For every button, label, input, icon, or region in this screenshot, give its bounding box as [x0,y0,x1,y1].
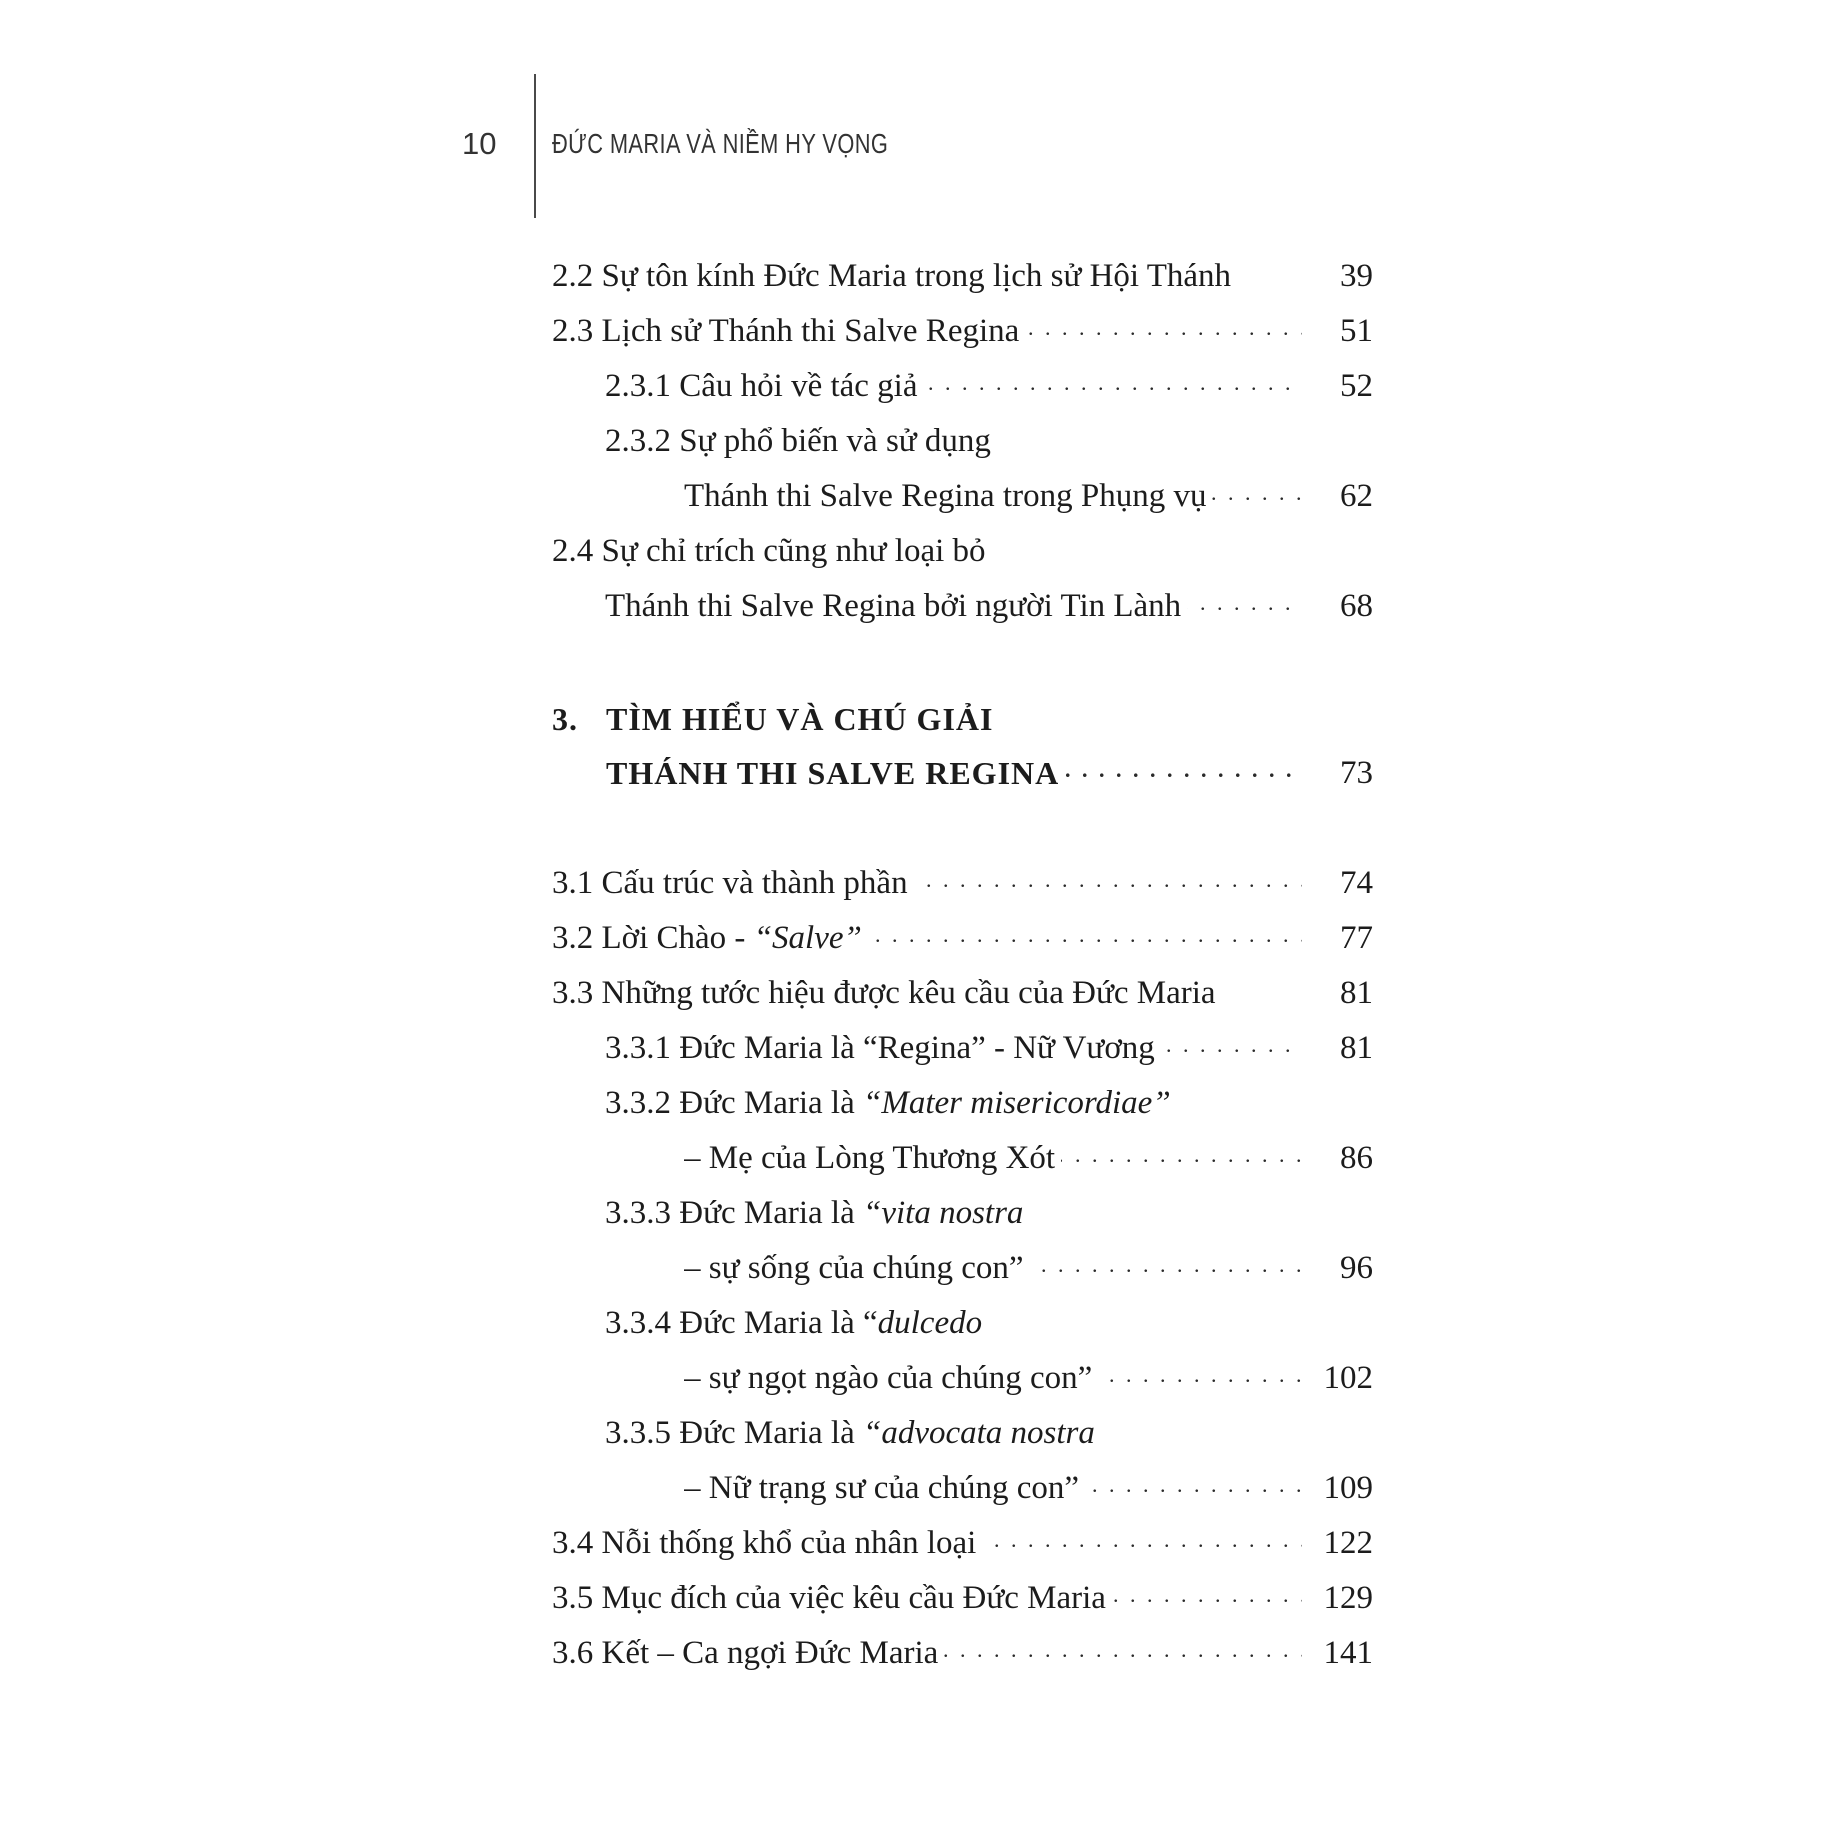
toc-entry-3-3-2-line2 [684,1142,1302,1175]
toc-entry-label: 3.1 Cấu trúc và thành phần [552,867,914,900]
italic-term: “Salve” [753,922,862,955]
toc-entry-2-2 [552,260,1312,293]
toc-entry-label: 3.2 Lời Chào - “Salve” [552,922,868,955]
toc-page-number: 77 [1340,920,1373,956]
toc-page-number: 81 [1340,1030,1373,1066]
toc-entry-label: 2.3 Lịch sử Thánh thi Salve Regina [552,315,1025,348]
toc-page-number: 52 [1340,368,1373,404]
toc-page-number: 68 [1340,588,1373,624]
toc-entry-3-3-2-line1 [605,1087,1177,1120]
toc-page-number: 96 [1340,1250,1373,1286]
chapter-title: THÁNH THI SALVE REGINA [606,757,1065,789]
italic-term: dulcedo [877,1305,983,1341]
toc-page-number: 102 [1323,1360,1373,1396]
toc-entry-3-3-4-line1 [605,1307,988,1340]
chapter-title: TÌM HIỂU VÀ CHÚ GIẢI [606,701,999,737]
toc-entry-3-6 [552,1637,1302,1670]
toc-entry-label: 3.4 Nỗi thống khổ của nhân loại [552,1527,982,1560]
toc-entry-3-4 [552,1527,1302,1560]
toc-page-number: 86 [1340,1140,1373,1176]
toc-entry-label: 3.6 Kết – Ca ngợi Đức Maria [552,1637,944,1670]
toc-page-number: 122 [1323,1525,1373,1561]
toc-entry-2-3 [552,315,1302,348]
toc-entry-label: 2.3.2 Sự phổ biến và sử dụng [605,423,997,459]
toc-entry-label: – Nữ trạng sư của chúng con” [684,1472,1085,1505]
italic-term: “Mater misericordiae” [862,1085,1171,1121]
toc-entry-label: 3.3.5 Đức Maria là “advocata nostra [605,1415,1101,1451]
toc-page-number: 73 [1340,755,1373,791]
toc-page-number: 109 [1323,1470,1373,1506]
toc-entry-3-3 [552,977,1312,1010]
toc-entry-3-2 [552,922,1302,955]
toc-entry-label: 3.3.1 Đức Maria là “Regina” - Nữ Vương [605,1032,1161,1065]
toc-entry-2-3-1 [605,370,1302,403]
toc-entry-label: Thánh thi Salve Regina bởi người Tin Lành [605,590,1187,623]
toc-entry-label: Thánh thi Salve Regina trong Phụng vụ [684,480,1212,513]
toc-page-number: 39 [1340,258,1373,294]
toc-entry-2-4-line1 [552,535,992,568]
toc-entry-label: – sự ngọt ngào của chúng con” [684,1362,1098,1395]
toc-page-number: 129 [1323,1580,1373,1616]
toc-entry-label: 2.3.1 Câu hỏi về tác giả [605,370,924,403]
header-divider [534,74,536,218]
toc-entry-label: 3.3 Những tước hiệu được kêu cầu của Đức Maria [552,977,1222,1010]
toc-page-number: 74 [1340,865,1373,901]
toc-entry-label: 3.5 Mục đích của việc kêu cầu Đức Maria [552,1582,1112,1615]
toc-entry-3-5 [552,1582,1302,1615]
toc-page-number: 141 [1323,1635,1373,1671]
toc-page-number: 62 [1340,478,1373,514]
toc-entry-label: 2.2 Sự tôn kính Đức Maria trong lịch sử Hội Thánh [552,260,1237,293]
toc-page-number: 81 [1340,975,1373,1011]
page-number: 10 [462,126,497,161]
toc-entry-3-3-5-line1 [605,1417,1101,1450]
toc-entry-3-1 [552,867,1302,900]
toc-entry-2-3-2-line1 [605,425,997,458]
toc-entry-3-3-4-line2 [684,1362,1302,1395]
toc-entry-2-3-2-line2 [684,480,1302,513]
toc-entry-label: – sự sống của chúng con” [684,1252,1030,1285]
toc-entry-3-3-3-line2 [684,1252,1302,1285]
toc-entry-label: 3.3.4 Đức Maria là “dulcedo [605,1305,988,1341]
toc-chapter-3-line1 [552,703,999,735]
toc-entry-3-3-1 [605,1032,1302,1065]
italic-term: “vita nostra [862,1195,1024,1231]
toc-page-number: 51 [1340,313,1373,349]
toc-entry-3-3-3-line1 [605,1197,1029,1230]
toc-entry-label: 2.4 Sự chỉ trích cũng như loại bỏ [552,533,992,569]
toc-chapter-3-line2 [606,757,1302,789]
toc-entry-2-4-line2 [605,590,1302,623]
toc-entry-label: – Mẹ của Lòng Thương Xót [684,1142,1061,1175]
italic-term: “advocata nostra [862,1415,1095,1451]
toc-entry-3-3-5-line2 [684,1472,1302,1505]
toc-entry-label: 3.3.2 Đức Maria là “Mater misericordiae” [605,1085,1177,1121]
book-title: ĐỨC MARIA VÀ NIỀM HY VỌNG [552,128,889,159]
chapter-number: 3. [552,701,578,737]
toc-entry-label: 3.3.3 Đức Maria là “vita nostra [605,1195,1029,1231]
